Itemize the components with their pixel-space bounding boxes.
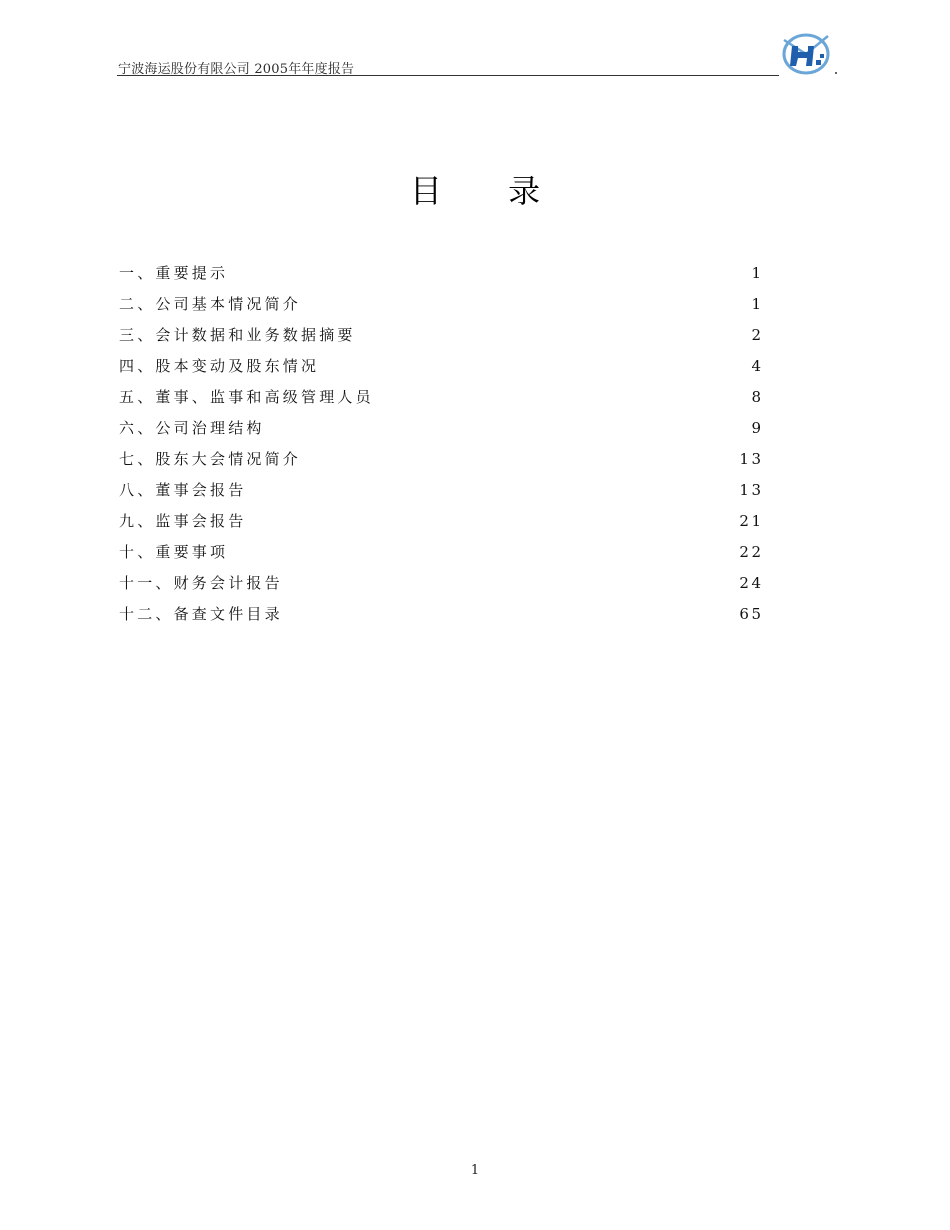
toc-item [119, 572, 764, 603]
header-dot [835, 72, 837, 74]
company-logo-icon [780, 30, 832, 76]
toc-item-page: 2 [751, 326, 764, 344]
toc-item-label: 六、公司治理结构 [119, 419, 265, 437]
toc-item-page: 65 [739, 605, 764, 623]
header-company-report-title: 宁波海运股份有限公司 2005年年度报告 [118, 62, 355, 77]
page-title: 目 录 [409, 172, 569, 210]
toc-item-label: 二、公司基本情况简介 [119, 295, 302, 313]
toc-item [119, 293, 764, 324]
toc-item-page: 4 [751, 357, 764, 375]
toc-item-page: 22 [739, 543, 764, 561]
toc-item-label: 十二、备查文件目录 [119, 605, 283, 623]
toc-item-label: 十、重要事项 [119, 543, 229, 561]
toc-item-label: 四、股本变动及股东情况 [119, 357, 320, 375]
toc-item-page: 24 [739, 574, 764, 592]
toc-item-page: 9 [751, 419, 764, 437]
toc-item-page: 13 [739, 481, 764, 499]
toc-item [119, 417, 764, 448]
toc-item-page: 13 [739, 450, 764, 468]
toc-item [119, 355, 764, 386]
toc-item [119, 603, 764, 634]
header-divider [117, 75, 779, 76]
toc-item-page: 1 [751, 264, 764, 282]
toc-item [119, 479, 764, 510]
toc-item-page: 1 [751, 295, 764, 313]
table-of-contents [119, 262, 764, 634]
toc-item-label: 七、股东大会情况简介 [119, 450, 302, 468]
toc-item-label: 五、董事、监事和高级管理人员 [119, 388, 374, 406]
toc-item-label: 八、董事会报告 [119, 481, 247, 499]
page-header [117, 56, 779, 76]
toc-item-label: 九、监事会报告 [119, 512, 247, 530]
toc-item-label: 三、会计数据和业务数据摘要 [119, 326, 356, 344]
toc-item [119, 541, 764, 572]
toc-item [119, 510, 764, 541]
toc-item-page: 21 [739, 512, 764, 530]
toc-item [119, 324, 764, 355]
toc-item-page: 8 [751, 388, 764, 406]
toc-item [119, 386, 764, 417]
page-number: 1 [470, 1163, 480, 1178]
toc-item-label: 一、重要提示 [119, 264, 229, 282]
toc-item [119, 448, 764, 479]
toc-item-label: 十一、财务会计报告 [119, 574, 283, 592]
toc-item [119, 262, 764, 293]
